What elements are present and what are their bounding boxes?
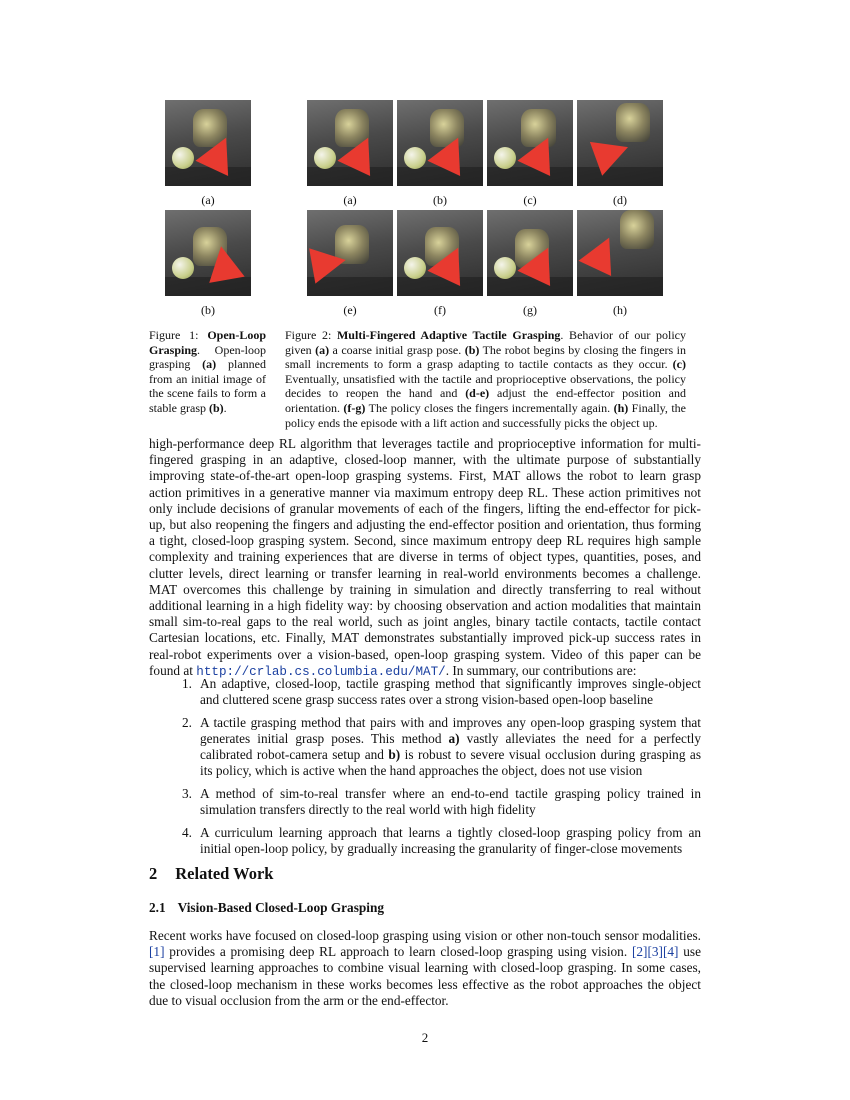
figure2-image-h (577, 210, 663, 296)
caption-ref: (b) (464, 342, 480, 357)
list-number: 1. (182, 676, 192, 691)
figure2-image-g (487, 210, 573, 296)
figure2-label-a: (a) (343, 193, 357, 207)
paragraph-text: provides a promising deep RL approach to learn closed-loop grasping using vision. (164, 944, 632, 960)
figure2-label-f: (f) (434, 303, 446, 317)
caption-prefix: Figure 1: (149, 328, 208, 342)
figure2-image-d (577, 100, 663, 186)
figure2-caption (285, 328, 686, 430)
caption-ref: (a) (202, 357, 217, 372)
section-number: 2 (149, 864, 158, 883)
intro-paragraph (149, 436, 701, 680)
list-item-text: vastly alleviates the need for a perfectly calibrated robot-camera setup and (200, 731, 701, 763)
caption-title: Open-Loop Grasping (149, 328, 266, 357)
caption-text: . Open-loop grasping (149, 342, 266, 372)
caption-text: . Behavior of our policy given (285, 328, 686, 357)
figure2-label-d: (d) (613, 193, 627, 207)
figure1-label-a: (a) (201, 193, 215, 207)
caption-text: The robot begins by closing the fingers in small increments to form a grasp adapting to tactile contacts as they occur. (285, 342, 686, 372)
section-title: Related Work (175, 864, 274, 883)
list-item (149, 825, 701, 857)
subsection-title: Vision-Based Closed-Loop Grasping (177, 900, 385, 915)
caption-text: adjust the end-effector position and orientation. (285, 386, 686, 415)
list-number: 3. (182, 786, 192, 801)
figure2-image-e (307, 210, 393, 296)
figure2-label-c: (c) (523, 193, 537, 207)
contributions-list (149, 676, 701, 864)
figure2-image-f (397, 210, 483, 296)
figure1-label-b: (b) (201, 303, 215, 317)
figure2-label-b: (b) (433, 193, 447, 207)
list-item (149, 676, 701, 708)
list-item-text: is robust to severe visual occlusion during grasping as its policy, which is active when the hand approaches the object, does not use vision (200, 747, 701, 779)
caption-text: The policy closes the fingers incrementally again. (365, 400, 614, 415)
paragraph-text: . In summary, our contributions are: (445, 662, 637, 678)
subsection-number: 2.1 (149, 900, 166, 915)
figure2-label-h: (h) (613, 303, 627, 317)
caption-ref: (h) (613, 400, 629, 415)
caption-text: Eventually, unsatisfied with the tactile and proprioceptive observations, the policy decides to reopen the hand and (285, 371, 686, 401)
figure2-image-b (397, 100, 483, 186)
citation-link[interactable]: [4] (662, 944, 679, 960)
list-item-text: An adaptive, closed-loop, tactile grasping method that significantly improves single-object and cluttered scene grasp success rates over a strong vision-based open-loop baseline (200, 676, 701, 708)
list-item-text: A curriculum learning approach that learns a tightly closed-loop grasping policy from an initial open-loop policy, by gradually increasing the granularity of finger-close movements (200, 824, 701, 856)
list-item-text: A method of sim-to-real transfer where an end-to-end tactile grasping policy trained in simulation transfers directly to the real world with high fidelity (200, 786, 701, 818)
caption-ref: (d-e) (465, 386, 490, 401)
figure2-image-c (487, 100, 573, 186)
figure1-caption (149, 328, 266, 416)
list-number: 2. (182, 714, 192, 730)
caption-text: . (223, 400, 227, 415)
paragraph-text: high-performance deep RL algorithm that leverages tactile and proprioceptive information for multi-fingered grasping in an adaptive, closed-loop manner, with the ultimate purpose of substantially improving state-of-the-art open-loop grasping systems. First, MAT allows the robot to learn grasp action primitives in a generative manner via maximum entropy deep RL. These action primitives not only include decisions of granular movements of each of the fingers, lifting the end-effector for pick-up, but also reopening the fingers and adjusting the end-effector position and orientation, thus forming a tight, closed-loop grasping system. Second, since maximum entropy deep RL requires high sample complexity and training experiences that are diverse in terms of object types, quantities, poses, and clutter levels, direct learning or transfer learning in real-world environments becomes a challenge. MAT overcomes this challenge by training in simulation and directly transferring to real without additional learning in a high fidelity way: by choosing observation and action modalities that maintain small sim-to-real gaps to the real world, such as joint angles, binary tactile contacts, tactile contact Cartesian locations, etc. Finally, MAT demonstrates substantially improved pick-up success rates in real-robot experiments over a vision-based, open-loop grasping system. Video of this paper can be found at (149, 436, 701, 678)
caption-text: planned from an initial image of the scene fails to form a stable grasp (149, 357, 266, 415)
caption-title: Multi-Fingered Adaptive Tactile Grasping (336, 328, 561, 342)
figure2-label-g: (g) (523, 303, 537, 317)
caption-ref: (b) (208, 400, 224, 415)
caption-ref: (c) (672, 357, 686, 372)
page-number: 2 (421, 1030, 429, 1045)
paragraph-text: Recent works have focused on closed-loop grasping using vision or other non-touch sensor modalities. (149, 928, 701, 943)
figure2-image-a (307, 100, 393, 186)
caption-prefix: Figure 2: (285, 328, 337, 342)
video-link[interactable]: http://crlab.cs.columbia.edu/MAT/ (196, 664, 446, 679)
list-number: 4. (182, 824, 192, 840)
figure1-image-b (165, 210, 251, 296)
citation-link[interactable]: [1] (149, 944, 165, 960)
related-work-paragraph (149, 928, 701, 1009)
list-item-text: A tactile grasping method that pairs with and improves any open-loop grasping system that generates initial grasp poses. This method (200, 714, 701, 746)
caption-ref: (f-g) (343, 400, 366, 415)
citation-link[interactable]: [2] (631, 944, 648, 960)
caption-ref: (a) (315, 342, 330, 357)
list-item (149, 786, 701, 818)
caption-text: a coarse initial grasp pose. (329, 342, 465, 357)
list-item-ref: b) (388, 747, 401, 763)
caption-text: Finally, the policy ends the episode with a lift action and successfully picks the object up. (285, 400, 686, 430)
subsection-heading (149, 900, 384, 916)
figure1-image-a (165, 100, 251, 186)
figure2-label-e: (e) (343, 303, 357, 317)
section-heading (149, 864, 274, 884)
list-item-ref: a) (448, 731, 460, 746)
citation-link[interactable]: [3] (647, 944, 663, 960)
list-item (149, 715, 701, 780)
paragraph-text: use supervised learning approaches to combine visual learning with closed-loop grasping. In some cases, the closed-loop mechanism in these works becomes less effective as the robot approaches the object due to visual occlusion from the arm or the end-effector. (149, 944, 701, 1008)
